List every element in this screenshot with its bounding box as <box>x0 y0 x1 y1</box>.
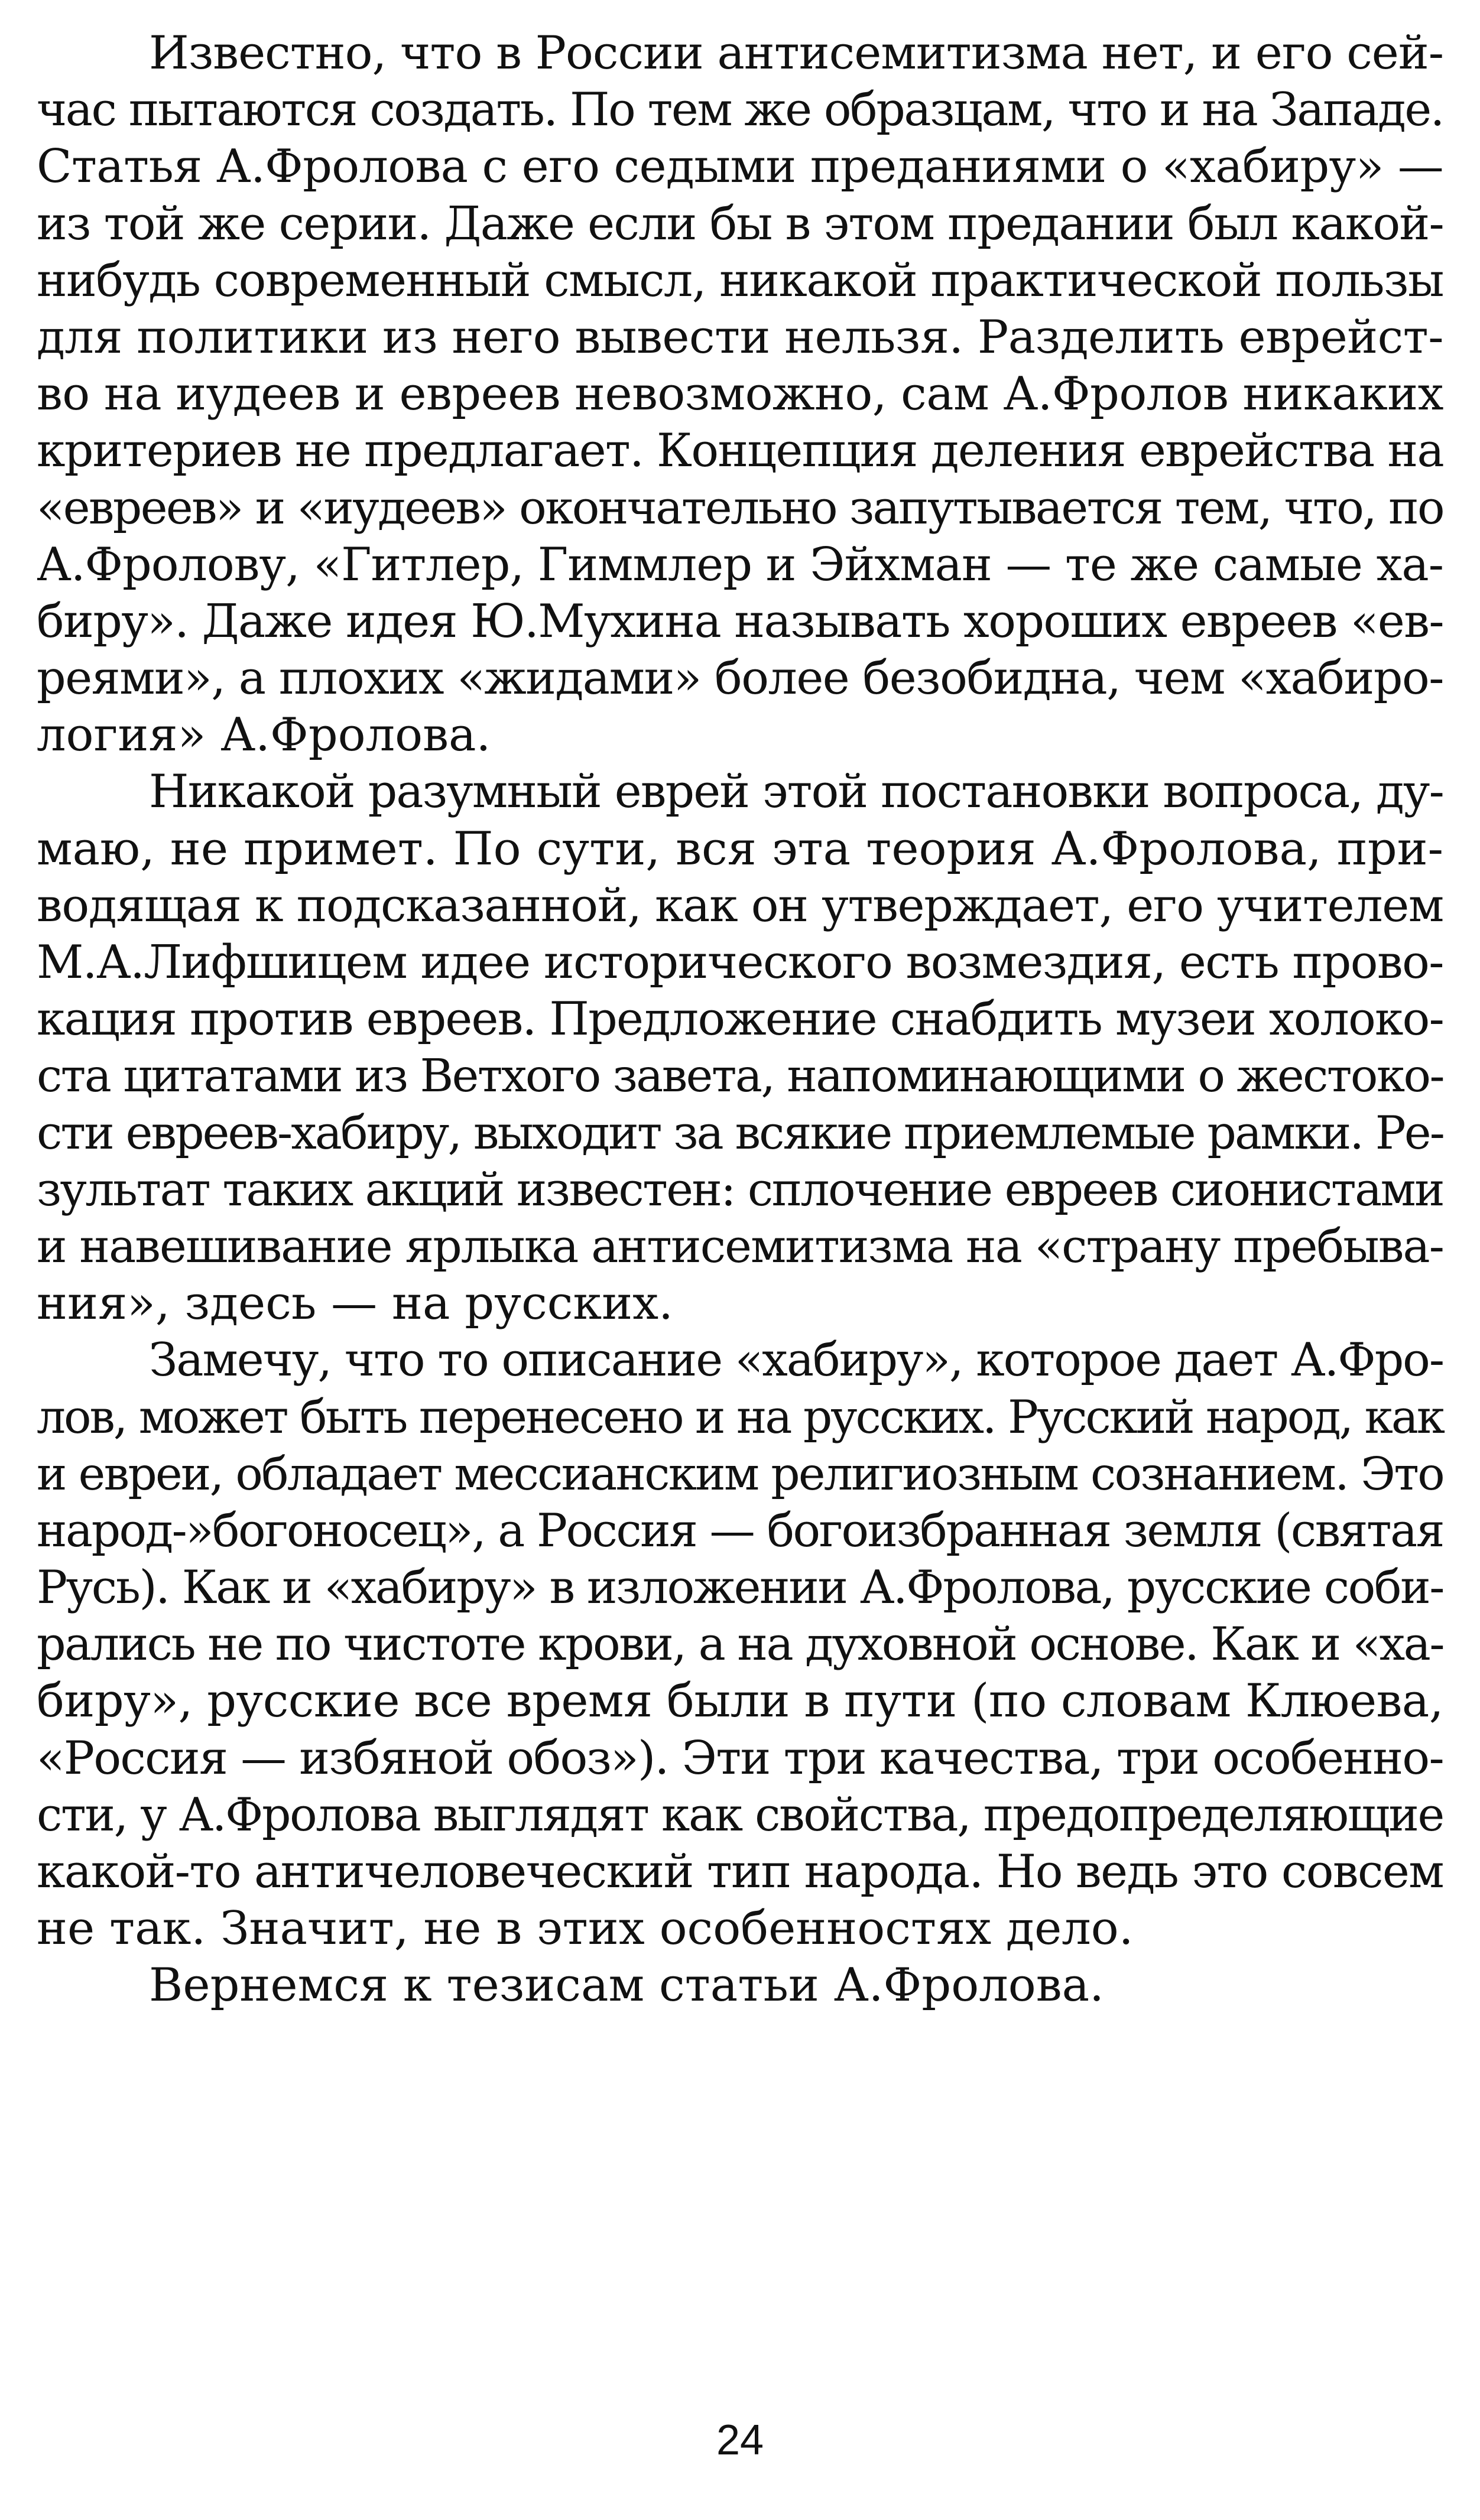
text-line: биру», русские все время были в пути (по словам Клюева, <box>37 1674 1443 1728</box>
text-line: критериев не предлагает. Концепция деления еврейства на <box>37 424 1443 478</box>
text-line: Статья А.Фролова с его седыми преданиями о «хабиру» — <box>37 140 1443 194</box>
text-line: ста цитатами из Ветхого завета, напоминающими о жестоко- <box>37 1049 1443 1103</box>
text-line: М.А.Лифшицем идее исторического возмездия, есть прово- <box>37 936 1443 989</box>
text-line: рались не по чистоте крови, а на духовной основе. Как и «ха- <box>37 1618 1443 1672</box>
text-line: маю, не примет. По сути, вся эта теория А.Фролова, при- <box>37 822 1443 876</box>
text-line: во на иудеев и евреев невозможно, сам А.Фролов никаких <box>37 368 1443 421</box>
text-line: «евреев» и «иудеев» окончательно запутывается тем, что, по <box>37 481 1443 535</box>
text-line: для политики из него вывести нельзя. Разделить еврейст- <box>37 310 1443 364</box>
text-line: Известно, что в России антисемитизма нет, и его сей- <box>149 27 1443 80</box>
text-line: сти евреев-хабиру, выходит за всякие приемлемые рамки. Ре- <box>37 1106 1443 1160</box>
text-line: сти, у А.Фролова выглядят как свойства, предопределяющие <box>37 1788 1443 1842</box>
paragraph-4 <box>37 1957 1443 2014</box>
page-number: 24 <box>716 2417 764 2464</box>
text-line: какой-то античеловеческий тип народа. Но ведь это совсем <box>37 1845 1443 1898</box>
text-body <box>37 25 1443 2014</box>
text-line: час пытаются создать. По тем же образцам, что и на Западе. <box>37 83 1443 137</box>
text-line: лов, может быть перенесено и на русских. Русский народ, как <box>37 1390 1443 1444</box>
text-line: «Россия — избяной обоз»). Эти три качества, три особенно- <box>37 1731 1443 1785</box>
text-line: из той же серии. Даже если бы в этом предании был какой- <box>37 197 1443 251</box>
text-line: водящая к подсказанной, как он утверждает, его учителем <box>37 879 1443 932</box>
paragraph-2 <box>37 763 1443 1332</box>
text-line: нибудь современный смысл, никакой практической пользы <box>37 253 1443 307</box>
text-line: Никакой разумный еврей этой постановки вопроса, ду- <box>149 765 1443 819</box>
text-line: логия» А.Фролова. <box>37 708 491 762</box>
text-line: А.Фролову, «Гитлер, Гиммлер и Эйхман — те же самые ха- <box>37 538 1443 591</box>
text-line: зультат таких акций известен: сплочение евреев сионистами <box>37 1163 1443 1217</box>
text-line: Замечу, что то описание «хабиру», которое дает А.Фро- <box>149 1334 1443 1387</box>
text-line: ния», здесь — на русских. <box>37 1277 673 1331</box>
text-line: не так. Значит, не в этих особенностях дело. <box>37 1902 1134 1956</box>
text-line: Вернемся к тезисам статьи А.Фролова. <box>149 1959 1104 2012</box>
paragraph-1 <box>37 25 1443 763</box>
text-line: народ-»богоносец», а Россия — богоизбранная земля (святая <box>37 1504 1443 1557</box>
text-line: кация против евреев. Предложение снабдить музеи холоко- <box>37 993 1443 1046</box>
text-line: и евреи, обладает мессианским религиозным сознанием. Это <box>37 1447 1443 1501</box>
text-line: и навешивание ярлыка антисемитизма на «страну пребыва- <box>37 1220 1443 1273</box>
text-line: реями», а плохих «жидами» более безобидна, чем «хабиро- <box>37 652 1443 705</box>
text-line: Русь). Как и «хабиру» в изложении А.Фролова, русские соби- <box>37 1561 1443 1615</box>
text-line: биру». Даже идея Ю.Мухина называть хороших евреев «ев- <box>37 594 1443 648</box>
paragraph-3 <box>37 1332 1443 1957</box>
